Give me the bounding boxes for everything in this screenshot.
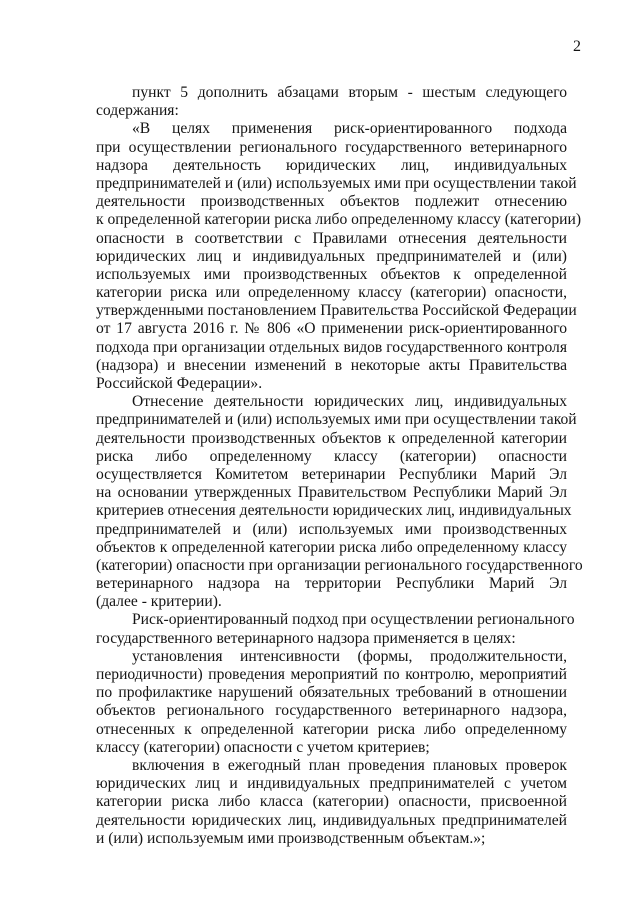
text-line: предпринимателей и (или) используемых ими при осуществлении такой: [96, 411, 577, 429]
text-line: объектов регионального государственного ветеринарного надзора,: [96, 702, 567, 720]
text-line: опасности в соответствии с Правилами отнесения деятельности: [96, 229, 567, 247]
text-line: установления интенсивности (формы, продолжительности,: [132, 647, 567, 665]
text-line: к определенной категории риска либо определенному классу (категории): [96, 211, 582, 229]
text-line: юридических лиц и индивидуальных предпринимателей с учетом: [96, 775, 567, 793]
text-line: (далее - критерии).: [96, 593, 222, 611]
text-line: классу (категории) опасности с учетом критериев;: [96, 738, 430, 756]
text-line: на основании утвержденных Правительством Республики Марий Эл: [96, 484, 567, 502]
text-line: критериев отнесения деятельности юридических лиц, индивидуальных: [96, 502, 572, 520]
text-line: пункт 5 дополнить абзацами вторым - шестым следующего: [132, 84, 567, 101]
paragraph: [96, 757, 567, 848]
paragraph: [96, 648, 567, 757]
text-line: (категории) опасности при организации регионального государственного: [96, 556, 583, 574]
paragraph: [96, 611, 575, 647]
text-line: Риск-ориентированный подход при осуществлении регионального: [132, 611, 575, 629]
text-line: при осуществлении регионального государственного ветеринарного: [96, 138, 567, 156]
text-line: надзора деятельность юридических лиц, индивидуальных: [96, 156, 567, 174]
text-line: включения в ежегодный план проведения плановых проверок: [132, 756, 567, 774]
text-line: деятельности производственных объектов подлежит отнесению: [96, 193, 567, 211]
text-line: предпринимателей и (или) используемых ими производственных: [96, 520, 567, 538]
paragraph: [96, 120, 582, 393]
page-number: 2: [573, 38, 581, 55]
text-line: ветеринарного надзора на территории Республики Марий Эл: [96, 575, 567, 593]
text-line: отнесенных к определенной категории риска либо определенному: [96, 720, 567, 738]
text-line: юридических лиц и индивидуальных предпринимателей и (или): [96, 247, 567, 265]
text-line: от 17 августа 2016 г. № 806 «О применении риск-ориентированного: [96, 320, 567, 338]
text-line: Российской Федерации».: [96, 375, 263, 392]
text-line: деятельности юридических лиц, индивидуальных предпринимателей: [96, 811, 567, 829]
text-line: периодичности) проведения мероприятий по контролю, мероприятий: [96, 666, 567, 683]
text-line: и (или) используемым ими производственным объектам.»;: [96, 829, 486, 847]
text-line: категории риска либо класса (категории) опасности, присвоенной: [96, 793, 567, 811]
text-line: по профилактике нарушений обязательных требований в отношении: [96, 684, 567, 702]
text-line: используемых ими производственных объектов к определенной: [96, 265, 567, 283]
text-line: категории риска или определенному классу (категории) опасности,: [96, 284, 567, 302]
text-line: (надзора) и внесении изменений в некоторые акты Правительства: [96, 356, 567, 374]
text-line: «В целях применения риск-ориентированного подхода: [132, 120, 567, 138]
text-line: деятельности производственных объектов к определенной категории: [96, 429, 567, 447]
text-line: утвержденными постановлением Правительства Российской Федерации: [96, 302, 577, 320]
text-line: подхода при организации отдельных видов государственного контроля: [96, 338, 567, 356]
text-line: объектов к определенной категории риска либо определенному классу: [96, 538, 567, 556]
paragraph: [96, 393, 583, 611]
text-line: содержания:: [96, 102, 179, 120]
text-line: Отнесение деятельности юридических лиц, индивидуальных: [132, 393, 567, 411]
paragraph: [96, 84, 567, 120]
text-line: осуществляется Комитетом ветеринарии Республики Марий Эл: [96, 465, 567, 483]
document-body: [96, 84, 583, 848]
text-line: государственного ветеринарного надзора применяется в целях:: [96, 629, 516, 647]
text-line: риска либо определенному классу (категории) опасности: [96, 447, 567, 465]
text-line: предпринимателей и (или) используемых ими при осуществлении такой: [96, 174, 577, 192]
